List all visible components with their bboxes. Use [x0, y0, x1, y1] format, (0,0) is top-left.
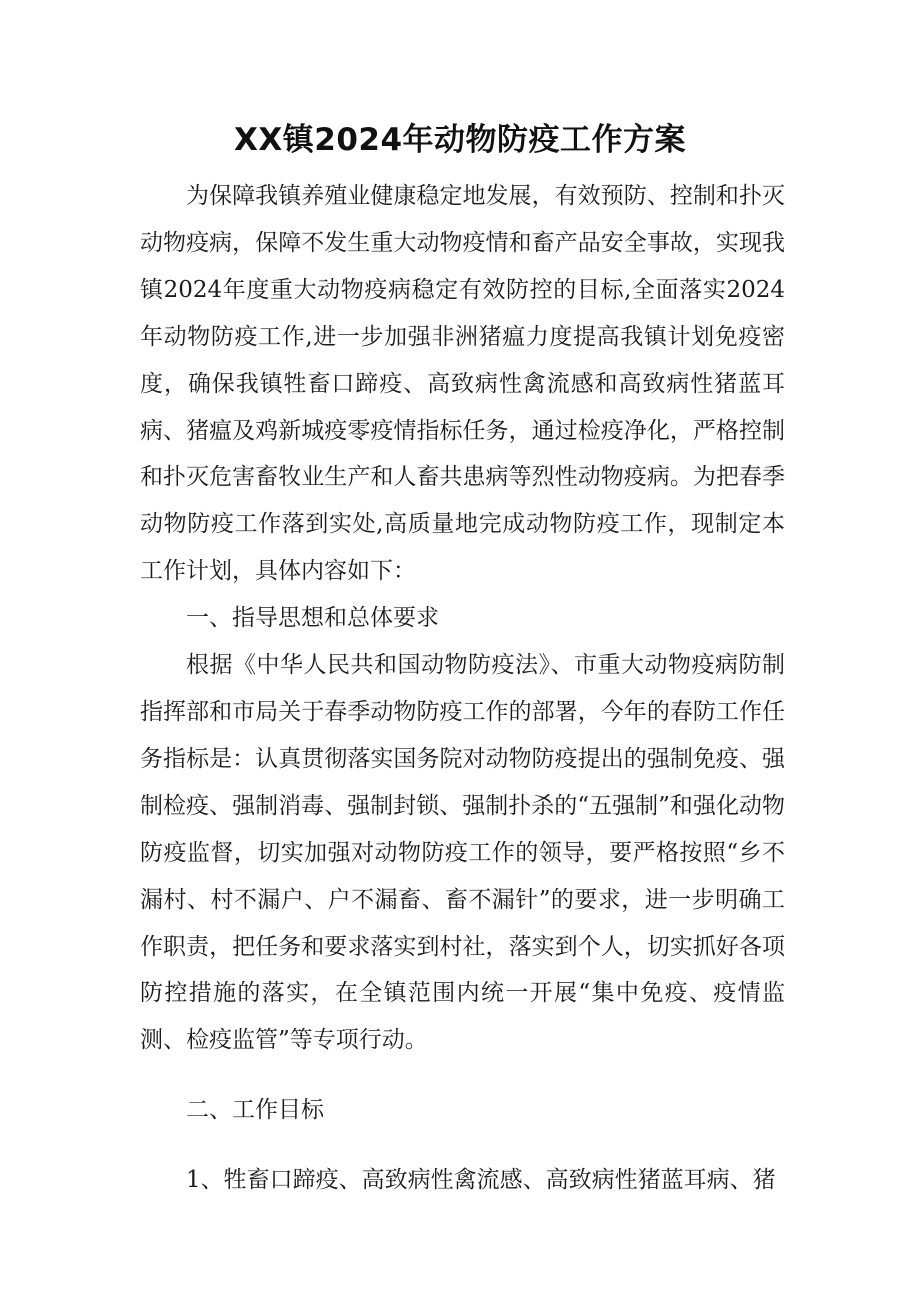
section-heading-guiding-principles: 一、指导思想和总体要求 [186, 605, 439, 632]
document-body [140, 173, 785, 1204]
list-item-goal-1: 1、牲畜口蹄疫、高致病性禽流感、高致病性猪蓝耳病、猪 [186, 1167, 776, 1194]
document-title: XX镇2024年动物防疫工作方案 [233, 122, 687, 158]
paragraph-spacer [140, 1134, 785, 1157]
intro-paragraph: 为保障我镇养殖业健康稳定地发展，有效预防、控制和扑灭动物疫病，保障不发生重大动物疫情和畜产品安全事故，实现我镇2024年度重大动物疫病稳定有效防控的目标,全面落实2024年动物防疫工作,进一步加强非洲猪瘟力度提高我镇计划免疫密度，确保我镇牲畜口蹄疫、高致病性禽流感和高致病性猪蓝耳病、猪瘟及鸡新城疫零疫情指标任务，通过检疫净化，严格控制和扑灭危害畜牧业生产和人畜共患病等烈性动物疫病。为把春季动物防疫工作落到实处,高质量地完成动物防疫工作，现制定本工作计划，具体内容如下： [140, 183, 785, 585]
section-paragraph-guiding-principles: 根据《中华人民共和国动物防疫法》、市重大动物疫病防制指挥部和市局关于春季动物防疫工作的部署，今年的春防工作任务指标是：认真贯彻落实国务院对动物防疫提出的强制免疫、强制检疫、强制消毒、强制封锁、强制扑杀的“五强制”和强化动物防疫监督，切实加强对动物防疫工作的领导，要严格按照“乡不漏村、村不漏户、户不漏畜、畜不漏针”的要求，进一步明确工作职责，把任务和要求落实到村社，落实到个人，切实抓好各项防控措施的落实，在全镇范围内统一开展“集中免疫、疫情监测、检疫监管”等专项行动。 [140, 652, 785, 1054]
paragraph-spacer [140, 1064, 785, 1087]
section-heading-work-goals: 二、工作目标 [186, 1097, 324, 1124]
